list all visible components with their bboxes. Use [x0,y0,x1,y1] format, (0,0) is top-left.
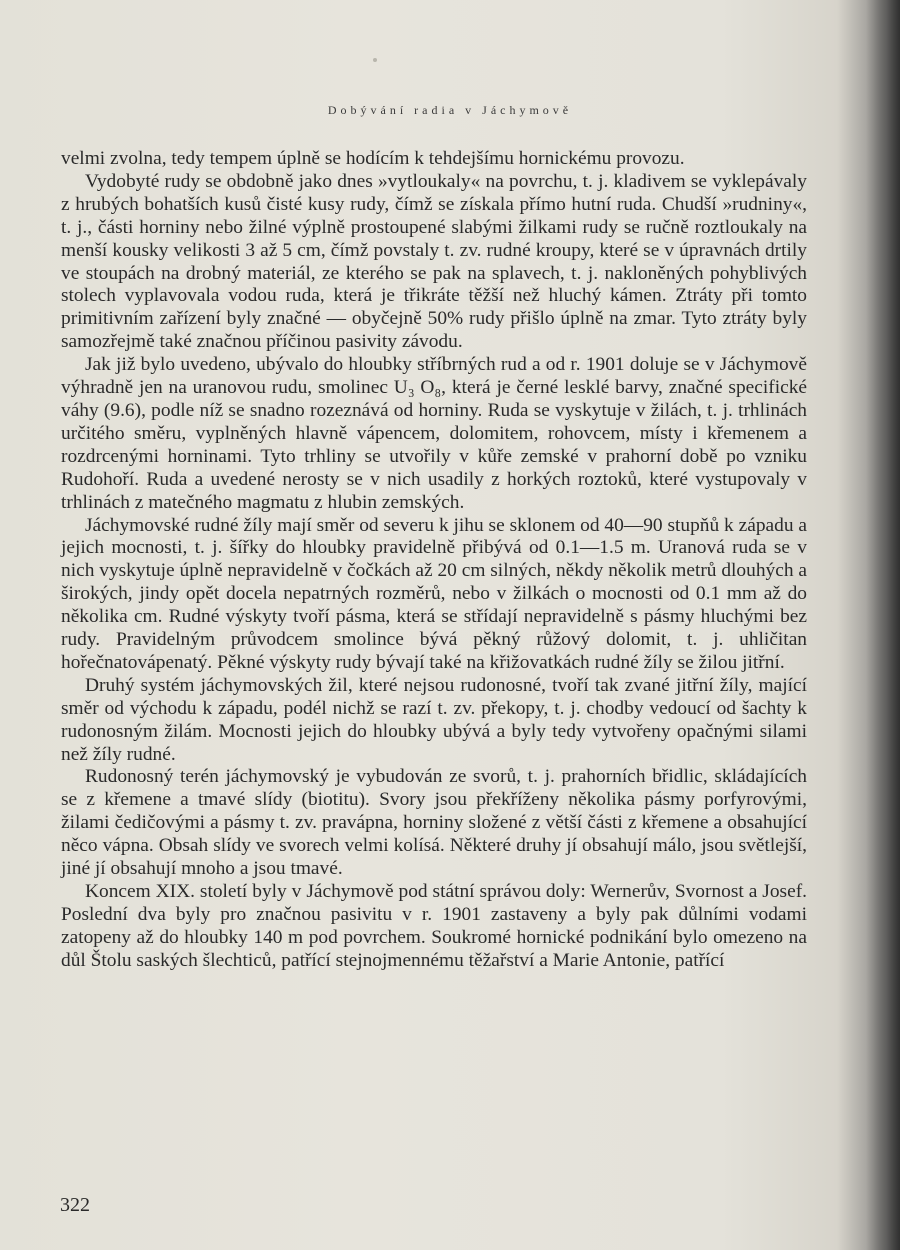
paragraph: Koncem XIX. století byly v Jáchymově pod státní správou doly: Wernerův, Svornost a Josef. Poslední dva byly pro značnou pasivitu v r. 1901 zastaveny a byly pak důlními vodami zatopeny až do hloubky 140 m pod povrchem. Soukromé hornické podnikání bylo omezeno na důl Štolu saských šlechticů, patřící stejnojmennému těžařství a Marie Antonie, patřící [61,881,807,971]
paragraph: Jáchymovské rudné žíly mají směr od severu k jihu se sklonem od 40—90 stupňů k západu a jejich mocnosti, t. j. šířky do hloubky pravidelně přibývá od 0.1—1.5 m. Uranová ruda se v nich vyskytuje úplně nepravidelně v čočkách až 20 cm silných, někdy několik metrů dlouhých a širokých, jindy opět docela nepatrných rozměrů, nebo v žilkách o mocnosti od 0.1 mm až do několika cm. Rudné výskyty tvoří pásma, která se střídají nepravidelně s pásmy hluchými bez rudy. Pravidelným průvodcem smolince bývá pěkný růžový dolomit, t. j. uhličitan hořečnatovápenatý. Pěkné výskyty rudy bývají také na křižovatkách rudné žíly se žilou jitřní. [61,514,807,673]
body-text [61,148,807,973]
print-speck [373,58,377,62]
paragraph: Druhý systém jáchymovských žil, které nejsou rudonosné, tvoří tak zvané jitřní žíly, mající směr od východu k západu, podél nichž se razí t. zv. překopy, t. j. chodby vedoucí od šachty k rudonosným žilám. Mocnosti jejich do hloubky ubývá a byly tedy vytvořeny opačnými silami než žíly rudné. [61,674,807,765]
running-header: Dobývání radia v Jáchymově [327,103,573,117]
paragraph: Rudonosný terén jáchymovský je vybudován ze svorů, t. j. prahorních břidlic, skládajících se z křemene a tmavé slídy (biotitu). Svory jsou překříženy několika pásmy porfyrovými, žilami čedičovými a pásmy t. zv. pravápna, horniny složené z větší části z křemene a obsahující něco vápna. Obsah slídy ve svorech velmi kolísá. Některé druhy jí obsahují málo, jsou světlejší, jiné jí obsahují mnoho a jsou tmavé. [61,766,807,880]
page-number: 322 [60,1194,90,1216]
paragraph: Jak již bylo uvedeno, ubývalo do hloubky stříbrných rud a od r. 1901 doluje se v Jáchymově výhradně jen na uranovou rudu, smolinec U₃ O₈, která je černé lesklé barvy, značné specifické váhy (9.6), podle níž se snadno rozeznává od horniny. Ruda se vyskytuje v žilách, t. j. trhlinách určitého směru, vyplněných hlavně vápencem, dolomitem, rohovcem, místy i křemenem a rozdrcenými horninami. Tyto trhliny se utvořily v kůře zemské v prahorní době po vzniku Rudohoří. Ruda a uvedené nerosty se v nich usadily z horkých roztoků, které vystupovaly v trhlinách z matečného magmatu z hlubin zemských. [61,354,807,513]
paragraph: velmi zvolna, tedy tempem úplně se hodícím k tehdejšímu hornickému provozu. [61,148,685,169]
binding-shadow [866,0,900,1250]
paragraph: Vydobyté rudy se obdobně jako dnes »vytloukaly« na povrchu, t. j. kladivem se vyklepávaly z hrubých bohatších kusů čisté kusy rudy, čímž se získala přímo hutní ruda. Chudší »rudniny«, t. j., části horniny nebo žilné výplně prostoupené slabými žilkami rudy se ručně roztloukaly na menší kousky velikosti 3 až 5 cm, čímž povstaly t. zv. rudné kroupy, které se v úpravnách drtily ve stoupách na drobný materiál, ze kterého se pak na splavech, t. j. nakloněných pohyblivých stolech vyplavovala vodou ruda, která je třikráte těžší než hluchý kámen. Ztráty při tomto primitivním zařízení byly značné — obyčejně 50% rudy přišlo úplně na zmar. Tyto ztráty byly samozřejmě také značnou příčinou pasivity závodu. [61,170,807,353]
